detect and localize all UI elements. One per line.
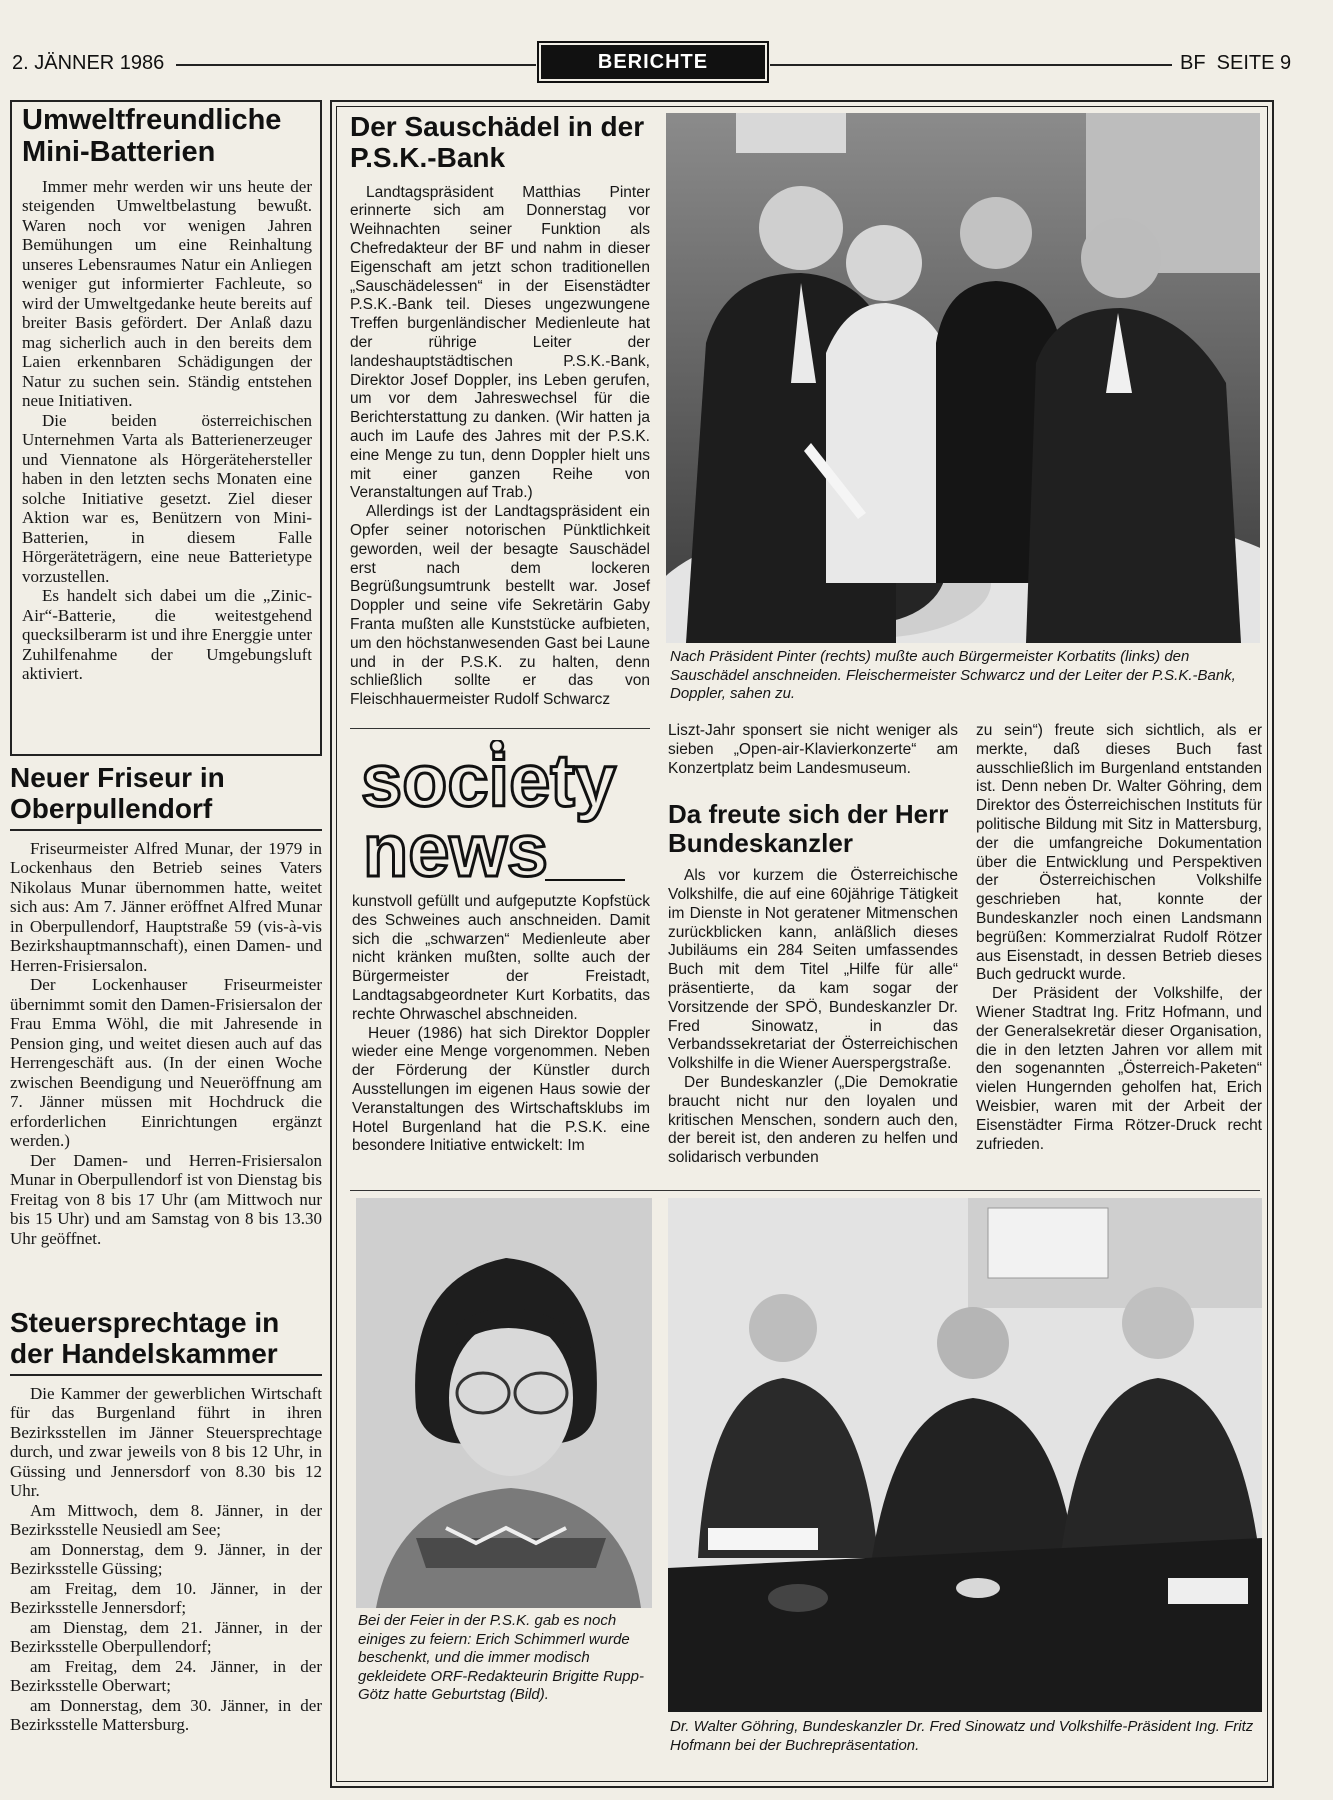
paragraph: am Donnerstag, dem 30. Jänner, in der Bezirksstelle Mattersburg. xyxy=(10,1695,322,1735)
headline-sauschaedel: Der Sauschädel in der P.S.K.-Bank xyxy=(350,111,645,173)
photo-feier-image xyxy=(356,1198,652,1608)
paragraph: am Donnerstag, dem 9. Jänner, in der Bezirksstelle Güssing; xyxy=(10,1539,322,1579)
paragraph: Es handelt sich dabei um die „Zinic-Air“-Batterie, die weitestgehend quecksilberarm ist und ihre Energgie unter Zuhilfenahme der Umgebungsluft aktiviert. xyxy=(22,586,313,684)
headline-batterien: Umweltfreundliche Mini-Batterien xyxy=(22,104,282,168)
paragraph: Der Bundeskanzler („Die Demokratie braucht nicht nur den loyalen und kritischen Menschen, sondern auch den, der bereit ist, den anderen zu helfen und solidarisch verbunden xyxy=(668,1073,958,1167)
article-batterien xyxy=(10,100,322,756)
caption-feier: Bei der Feier in der P.S.K. gab es noch einiges zu feiern: Erich Schimmerl wurde beschenkt, und die immer modisch gekleidete ORF-Redakteurin Brigitte Rupp-Götz hatte Geburtstag (Bild). xyxy=(358,1612,644,1703)
logo-word-society: society xyxy=(361,740,617,822)
paragraph: Friseurmeister Alfred Munar, der 1979 in Lockenhaus den Betrieb seines Vaters Nikolaus Munar übernommen hatte, weitet sich aus: Am 7. Jänner eröffnet Alfred Munar in Oberpullendorf, Hauptstraße 59 (vis-à-vis Bezirkshauptmannschaft), einen Damen- und Herren-Frisiersalon. xyxy=(10,838,322,975)
paragraph: am Freitag, dem 24. Jänner, in der Bezirksstelle Oberwart; xyxy=(10,1656,322,1696)
paragraph: Der Damen- und Herren-Frisiersalon Munar in Oberpullendorf ist von Dienstag bis Freitag von 8 bis 17 Uhr (am Mittwoch nur bis 15 Uhr) und am Samstag von 8 bis 13.30 Uhr geöffnet. xyxy=(10,1150,322,1248)
article-bundeskanzler xyxy=(668,800,958,1168)
headline-steuer: Steuersprechtage in der Handelskammer xyxy=(10,1308,322,1376)
logo-word-news: news xyxy=(363,809,549,890)
caption-buch: Dr. Walter Göhring, Bundeskanzler Dr. Fred Sinowatz und Volkshilfe-Präsident Ing. Fritz Hofmann bei der Buchrepräsentation. xyxy=(670,1718,1254,1754)
paragraph: Allerdings ist der Landtagspräsident ein Opfer seiner notorischen Pünktlichkeit geworden, weil der besagte Sauschädel erst nach dem lockeren Begrüßungsumtrunk bestellt war. Josef Doppler und seine vife Sekretärin Gaby Franta mußten alle Kunststücke aufbieten, um den höchstanwesenden Gast bei Laune und in der P.S.K. zu halten, denn schließlich sollte er das von Fleischhauermeister Rudolf Schwarcz xyxy=(350,503,650,709)
paragraph: Landtagspräsident Matthias Pinter erinnerte sich am Donnerstag vor Weihnachten seiner Funktion als Chefredakteur der BF und nahm in dieser Eigenschaft am jetzt schon traditionellen „Sauschädelessen“ in der Eisenstädter P.S.K.-Bank teil. Dieses ungezwungene Treffen burgenländischer Medienleute hat der rührige Leiter der landeshauptstädtischen P.S.K.-Bank, Direktor Josef Doppler, ins Leben gerufen, um vor dem Jahreswechsel für die Berichterstattung zu danken. (Wir hatten ja auch im Laufe des Jahres mit der P.S.K. eine Menge zu tun, denn Doppler hielt uns mit einer ganzen Reihe von Veranstaltungen auf Trab.) xyxy=(350,183,650,502)
body-friseur xyxy=(10,839,322,1249)
paragraph: zu sein“) freute sich sichtlich, als er merkte, daß dieses Buch fast ausschließlich im Burgenland entstanden ist. Denn neben Dr. Walter Göhring, dem Direktor des Österreichischen Instituts für politische Bildung mit Sitz in Mattersburg, der die umfangreiche Dokumentation über die Entwicklung und Perspektiven der Österreichischen Volkshilfe geschrieben hat, konnte der Bundeskanzler noch einen Landsmann begrüßen: Kommerzialrat Rudolf Rötzer aus Eisenstadt, in dessen Betrieb dieses Buch gedruckt wurde. xyxy=(976,722,1262,984)
headline-friseur: Neuer Friseur in Oberpullendorf xyxy=(10,763,322,831)
paragraph: am Freitag, dem 10. Jänner, in der Bezirksstelle Jennersdorf; xyxy=(10,1578,322,1618)
society-col-1 xyxy=(352,893,650,1156)
body-batterien xyxy=(22,177,312,684)
paragraph: Heuer (1986) hat sich Direktor Doppler wieder eine Menge vorgenommen. Neben der Förderung der Künstler durch Ausstellungen im eigenen Haus sowie der Veranstaltungen des Wirtschaftsklubs im Hotel Burgenland hat die P.S.K. eine besondere Initiative entwickelt: Im xyxy=(352,1024,650,1155)
article-friseur xyxy=(10,763,322,1248)
society-news-logo-art xyxy=(355,740,647,890)
photo-feier xyxy=(356,1198,652,1608)
paragraph: Liszt-Jahr sponsert sie nicht weniger als sieben „Open-air-Klavierkonzerte“ am Konzertplatz beim Landesmuseum. xyxy=(668,722,958,777)
page-number: BF SEITE 9 xyxy=(1180,52,1292,74)
issue-date: 2. JÄNNER 1986 xyxy=(12,52,165,74)
headline-bundeskanzler: Da freute sich der Herr Bundeskanzler xyxy=(668,799,949,858)
society-col-3 xyxy=(976,722,1262,1154)
divider xyxy=(350,728,650,729)
society-news-logo xyxy=(355,740,647,890)
photo-sauschaedel-image xyxy=(666,113,1260,643)
paragraph: Der Lockenhauser Friseurmeister übernimmt somit den Damen-Frisiersalon der Frau Emma Wöhl, die mit Jahresende in Pension ging, und weitet diesen auch auf das Herrengeschäft aus. (In der einen Woche zwischen Beendigung und Neueröffnung am 7. Jänner müssen mit Hochdruck die erforderlichen Einrichtungen ergänzt werden.) xyxy=(10,975,322,1151)
photo-sauschaedel xyxy=(666,113,1260,643)
section-label: BERICHTE xyxy=(541,45,765,79)
paragraph: am Dienstag, dem 21. Jänner, in der Bezirksstelle Oberpullendorf; xyxy=(10,1617,322,1657)
header-rule-left xyxy=(176,64,536,66)
society-col-2 xyxy=(668,722,958,778)
caption-sauschaedel: Nach Präsident Pinter (rechts) mußte auch Bürgermeister Korbatits (links) den Sauschädel anschneiden. Fleischermeister Schwarcz und der Leiter der P.S.K.-Bank, Doppler, sahen zu. xyxy=(670,648,1236,702)
article-sauschaedel xyxy=(350,112,650,710)
photo-buch-image xyxy=(668,1198,1262,1712)
header-rule-right xyxy=(770,64,1172,66)
paragraph: Der Präsident der Volkshilfe, der Wiener Stadtrat Ing. Fritz Hofmann, und der Generalsekretär dieser Organisation, die in den letzten Jahren vor allem mit den sogenannten „Österreich-Paketen“ vielen Hungernden geholfen hat, Erich Weisbier, waren mit der Arbeit der Eisenstädter Firma Rötzer-Druck recht zufrieden. xyxy=(976,985,1262,1153)
paragraph: Die beiden österreichischen Unternehmen Varta als Batterienerzeuger und Viennatone als Hörgerätehersteller haben in den letzten sechs Monaten eine solche Initiative gesetzt. Ziel dieser Aktion war es, Benützern von Mini-Batterien, in diesem Falle Hörgeräteträgern, eine neue Batterietype vorzustellen. xyxy=(22,410,312,586)
paragraph: Immer mehr werden wir uns heute der steigenden Umweltbelastung bewußt. Waren noch vor wenigen Jahren Bemühungen um eine Reinhaltung unseres Lebensraumes Natur ein Anliegen weniger gut informierter Fachleute, so wird der Umweltgedanke heute bereits auf breiter Basis gefördert. Der Anlaß dazu mag sicherlich auch in den bereits dem Laien erkennbaren Schädigungen der Natur zu suchen sein. Ständig entstehen neue Initiativen. xyxy=(22,176,312,411)
photo-buch xyxy=(668,1198,1262,1712)
body-sauschaedel xyxy=(350,184,650,710)
article-steuer xyxy=(10,1308,322,1735)
paragraph: Am Mittwoch, dem 8. Jänner, in der Bezirksstelle Neusiedl am See; xyxy=(10,1500,322,1540)
body-bundeskanzler xyxy=(668,867,958,1168)
divider xyxy=(350,1190,1260,1191)
body-steuer xyxy=(10,1384,322,1735)
paragraph: Die Kammer der gewerblichen Wirtschaft für das Burgenland führt in ihren Bezirksstellen im Jänner Steuersprechtage durch, und zwar jeweils von 8 bis 12 Uhr, in Güssing und Jennersdorf von 8.30 bis 12 Uhr. xyxy=(10,1383,322,1501)
paragraph: Als vor kurzem die Österreichische Volkshilfe, die auf eine 60jährige Tätigkeit im Dienste in Not geratener Mitmenschen zurückblicken kann, anläßlich dieses Jubiläums ein 284 Seiten umfassendes Buch mit dem Titel „Hilfe für alle“ präsentierte, da kam sogar der Vorsitzende der SPÖ, Bundeskanzler Dr. Fred Sinowatz, in das Verbandssekretariat der Österreichischen Volkshilfe in die Wiener Auerspergstraße. xyxy=(668,867,958,1073)
paragraph: kunstvoll gefüllt und aufgeputzte Kopfstück des Schweines auch anschneiden. Damit sich die „schwarzen“ Medienleute aber nicht kränken mußten, sollte auch der Bürgermeister der Freistadt, Landtagsabgeordneter Kurt Korbatits, das rechte Ohrwaschel abschneiden. xyxy=(352,893,650,1023)
